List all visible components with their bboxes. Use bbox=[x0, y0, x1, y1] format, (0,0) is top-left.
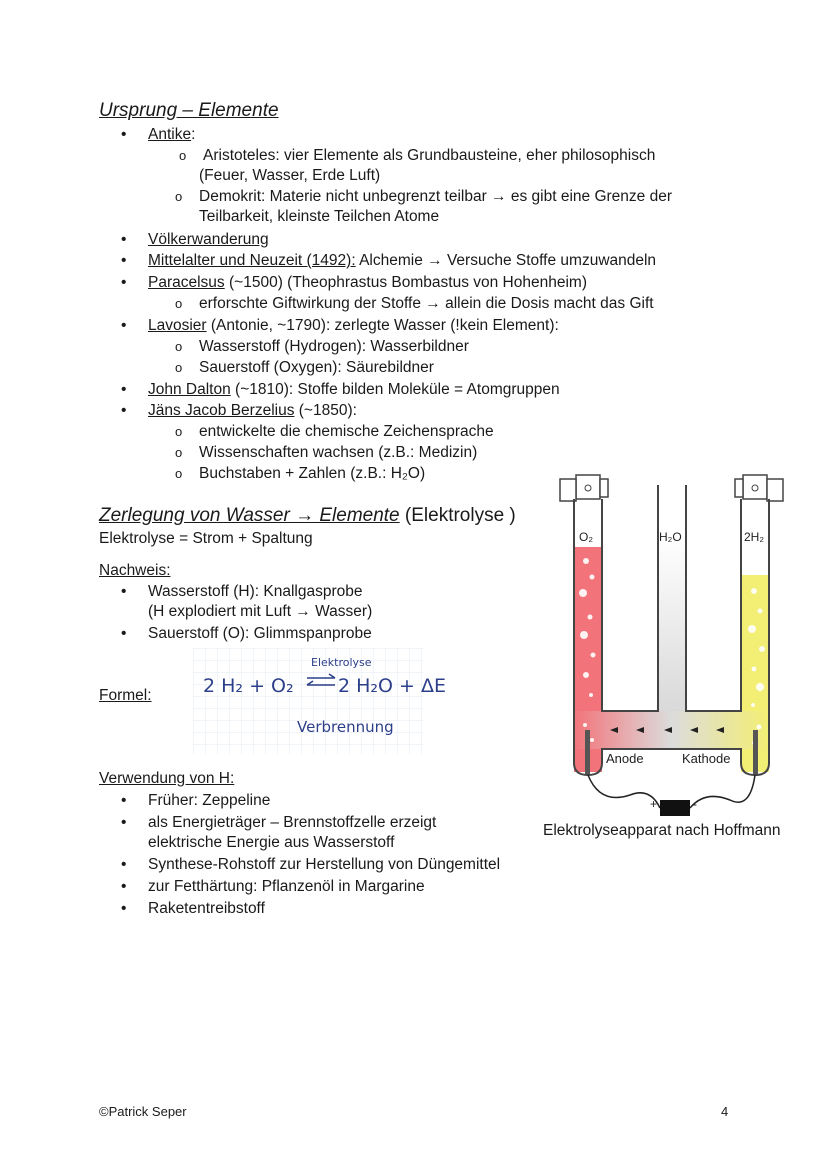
list-item-glimmspanprobe: • Sauerstoff (O): Glimmspanprobe bbox=[148, 624, 372, 644]
list-item-zeppeline: • Früher: Zeppeline bbox=[148, 791, 270, 811]
berzelius-text: (~1850): bbox=[294, 402, 357, 419]
anode-electrode bbox=[585, 730, 590, 774]
voelkerwanderung-label: Völkerwanderung bbox=[148, 231, 269, 248]
antike-label: Antike bbox=[148, 126, 192, 143]
dalton-text: (~1810): Stoffe bilden Moleküle = Atomgruppen bbox=[230, 381, 560, 398]
mittelalter-label: Mittelalter und Neuzeit (1492): bbox=[148, 252, 356, 269]
list-item-knallgasprobe: • Wasserstoff (H): Knallgasprobe bbox=[148, 582, 363, 602]
dalton-label: John Dalton bbox=[148, 381, 231, 398]
list-subitem-demokrit-cont: Teilbarkeit, kleinste Teilchen Atome bbox=[199, 208, 440, 225]
label-2h2: 2H₂ bbox=[744, 530, 764, 544]
list-subitem-sauerstoff: o Sauerstoff (Oxygen): Säurebildner bbox=[199, 358, 434, 378]
page-number: 4 bbox=[721, 1104, 729, 1119]
middle-water-column bbox=[658, 535, 686, 711]
berzelius-label: Jäns Jacob Berzelius bbox=[148, 402, 295, 419]
list-item-paracelsus bbox=[148, 273, 587, 293]
zerlegung-title-suffix: (Elektrolyse ) bbox=[399, 505, 516, 526]
list-subitem-paracelsus: o erforschte Giftwirkung der Stoffe → allein die Dosis macht das Gift bbox=[199, 294, 654, 314]
list-subitem-buchstaben: o Buchstaben + Zahlen (z.B.: H₂O) bbox=[199, 464, 425, 484]
label-anode: Anode bbox=[606, 751, 644, 766]
lavosier-text: (Antonie, ~1790): zerlegte Wasser (!kein Element): bbox=[206, 317, 559, 334]
kathode-electrode bbox=[753, 730, 758, 774]
antike-colon: : bbox=[191, 126, 196, 143]
list-item-energietraeger-cont: elektrische Energie aus Wasserstoff bbox=[148, 834, 395, 851]
list-subitem-wasserstoff: o Wasserstoff (Hydrogen): Wasserbildner bbox=[199, 337, 469, 357]
battery-minus-label: - bbox=[693, 797, 697, 811]
list-item-fetthaertung: • zur Fetthärtung: Pflanzenöl in Margarine bbox=[148, 877, 425, 897]
nachweis-label: Nachweis: bbox=[99, 562, 171, 579]
list-subitem-zeichensprache: o entwickelte die chemische Zeichensprache bbox=[199, 422, 494, 442]
list-item-berzelius bbox=[148, 401, 357, 421]
list-item-voelkerwanderung bbox=[148, 230, 269, 250]
battery-plus-label: + bbox=[650, 797, 658, 811]
verwendung-label: Verwendung von H: bbox=[99, 770, 235, 787]
elektrolyse-definition: Elektrolyse = Strom + Spaltung bbox=[99, 530, 313, 547]
label-h2o: H₂O bbox=[659, 530, 682, 544]
diagram-caption: Elektrolyseapparat nach Hoffmann bbox=[543, 822, 781, 839]
list-item-antike bbox=[148, 125, 195, 145]
list-subitem-aristoteles: o Aristoteles: vier Elemente als Grundbausteine, eher philosophisch bbox=[203, 146, 655, 166]
battery-icon bbox=[660, 800, 690, 816]
wire-right bbox=[690, 775, 755, 808]
formula-image bbox=[193, 648, 446, 754]
list-subitem-aristoteles-cont: (Feuer, Wasser, Erde Luft) bbox=[199, 167, 381, 184]
zerlegung-title: Zerlegung von Wasser → Elemente bbox=[99, 505, 400, 526]
hoffmann-apparatus-diagram bbox=[540, 465, 810, 825]
lavosier-label: Lavosier bbox=[148, 317, 207, 334]
list-item-energietraeger: • als Energieträger – Brennstoffzelle erzeigt bbox=[148, 813, 436, 833]
formel-label: Formel: bbox=[99, 687, 152, 704]
formula-right: 2 H₂O + ΔE bbox=[338, 675, 446, 697]
right-valve bbox=[735, 475, 783, 501]
mittelalter-text: Alchemie → Versuche Stoffe umzuwandeln bbox=[355, 252, 657, 269]
list-subitem-demokrit: o Demokrit: Materie nicht unbegrenzt teilbar → es gibt eine Grenze der bbox=[199, 187, 672, 207]
list-item-dalton bbox=[148, 380, 560, 400]
left-valve bbox=[560, 475, 608, 501]
formula-left: 2 H₂ + O₂ bbox=[203, 675, 294, 697]
list-subitem-wissenschaften: o Wissenschaften wachsen (z.B.: Medizin) bbox=[199, 443, 477, 463]
list-item-raketentreibstoff: • Raketentreibstoff bbox=[148, 899, 265, 919]
list-item-synthese: • Synthese-Rohstoff zur Herstellung von Düngemittel bbox=[148, 855, 500, 875]
list-item-mittelalter bbox=[148, 251, 656, 271]
label-kathode: Kathode bbox=[682, 751, 731, 766]
paracelsus-label: Paracelsus bbox=[148, 274, 225, 291]
footer-author: ©Patrick Seper bbox=[99, 1104, 187, 1119]
label-o2: O₂ bbox=[579, 530, 593, 544]
formula-top-label: Elektrolyse bbox=[311, 656, 372, 669]
list-item-lavosier bbox=[148, 316, 559, 336]
formula-bottom-label: Verbrennung bbox=[297, 718, 394, 736]
section-title-ursprung: Ursprung – Elemente bbox=[99, 100, 279, 121]
section-title-zerlegung bbox=[99, 505, 516, 527]
paracelsus-text: (~1500) (Theophrastus Bombastus von Hohenheim) bbox=[224, 274, 587, 291]
list-item-knallgasprobe-cont: (H explodiert mit Luft → Wasser) bbox=[148, 603, 373, 620]
